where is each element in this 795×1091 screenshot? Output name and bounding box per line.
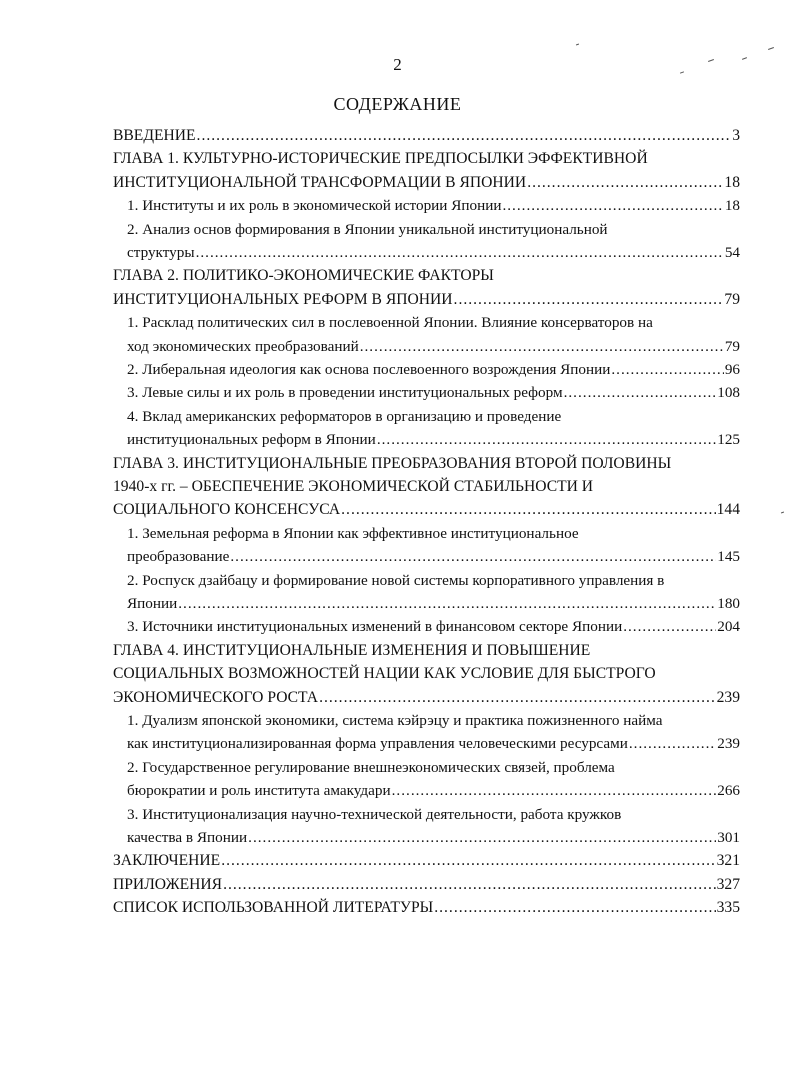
- toc-entry-text: 1. Земельная реформа в Японии как эффективное институциональное: [127, 524, 579, 542]
- dot-leader: [360, 337, 724, 357]
- toc-entry-text: 2. Либеральная идеология как основа послевоенного возрождения Японии: [127, 361, 611, 378]
- dot-leader: [502, 196, 723, 216]
- toc-page-number: 96: [724, 361, 740, 378]
- toc-page-number: 125: [717, 431, 740, 449]
- dot-leader: [377, 430, 716, 450]
- toc-entry-text: 2. Анализ основ формирования в Японии уникальной институциональной: [127, 220, 608, 238]
- toc-page-number: 54: [724, 244, 740, 261]
- toc-entry-text: ПРИЛОЖЕНИЯ: [113, 875, 223, 893]
- toc-entry-text: 2. Государственное регулирование внешнеэкономических связей, проблема: [127, 758, 615, 776]
- toc-page-number: 204: [717, 618, 740, 636]
- toc-page-number: 18: [724, 173, 740, 191]
- toc-page-number: 266: [717, 782, 740, 800]
- dot-leader: [178, 594, 716, 614]
- toc-entry-text: СПИСОК ИСПОЛЬЗОВАННОЙ ЛИТЕРАТУРЫ: [113, 899, 434, 917]
- toc-entry-text: институциональных реформ в Японии: [127, 431, 376, 449]
- toc-entry-text: 1. Институты и их роль в экономической истории Японии: [127, 197, 502, 215]
- dot-leader: [196, 243, 724, 263]
- toc-page-number: 3: [732, 127, 740, 144]
- toc-page-number: 321: [716, 852, 740, 870]
- toc-entry-text: бюрократии и роль института амакудари: [127, 782, 391, 800]
- dot-leader: [319, 688, 716, 708]
- toc-page-number: 144: [716, 501, 740, 519]
- dot-leader: [230, 547, 716, 567]
- dot-leader: [527, 173, 723, 193]
- toc-entry-text: ГЛАВА 1. КУЛЬТУРНО-ИСТОРИЧЕСКИЕ ПРЕДПОСЫЛКИ ЭФФЕКТИВНОЙ: [113, 150, 648, 168]
- toc-page-number: 18: [724, 197, 740, 215]
- toc-title: СОДЕРЖАНИЕ: [333, 94, 462, 114]
- toc-page-number: 335: [716, 899, 740, 917]
- toc-entry-text: ИНСТИТУЦИОНАЛЬНЫХ РЕФОРМ В ЯПОНИИ: [113, 290, 453, 308]
- toc-entry-text: структуры: [127, 244, 195, 261]
- dot-leader: [248, 828, 716, 848]
- dot-leader: [623, 617, 716, 637]
- dot-leader: [223, 875, 716, 895]
- dot-leader: [564, 383, 717, 403]
- toc-entry-text: Японии: [127, 595, 178, 612]
- toc-page-number: 327: [716, 875, 740, 893]
- toc-entry-text: 1. Дуализм японской экономики, система кэйрэцу и практика пожизненного найма: [127, 712, 663, 729]
- toc-entry-text: преобразование: [127, 548, 230, 566]
- toc-entry-text: ВВЕДЕНИЕ: [113, 127, 196, 144]
- toc-entry-text: ЗАКЛЮЧЕНИЕ: [113, 852, 221, 870]
- toc-entry-text: качества в Японии: [127, 829, 248, 846]
- toc-entry-text: ИНСТИТУЦИОНАЛЬНОЙ ТРАНСФОРМАЦИИ В ЯПОНИИ: [113, 173, 527, 191]
- toc-entry-text: ГЛАВА 2. ПОЛИТИКО-ЭКОНОМИЧЕСКИЕ ФАКТОРЫ: [113, 267, 494, 285]
- dot-leader: [341, 500, 715, 520]
- toc-entry-text: СОЦИАЛЬНОГО КОНСЕНСУСА: [113, 501, 341, 519]
- toc-entry-text: 2. Роспуск дзайбацу и формирование новой системы корпоративного управления в: [127, 571, 665, 589]
- toc-entry-text: как институционализированная форма управления человеческими ресурсами: [127, 735, 628, 753]
- toc-entry-text: 1. Расклад политических сил в послевоенной Японии. Влияние консерваторов на: [127, 314, 653, 332]
- dot-leader: [434, 898, 715, 918]
- toc-entry-text: СОЦИАЛЬНЫХ ВОЗМОЖНОСТЕЙ НАЦИИ КАК УСЛОВИЕ ДЛЯ БЫСТРОГО: [113, 665, 656, 683]
- dot-leader: [611, 360, 723, 380]
- toc-entry-text: 3. Левые силы и их роль в проведении институциональных реформ: [127, 384, 563, 402]
- toc-page-number: 180: [717, 595, 740, 612]
- toc-page-number: 79: [724, 290, 740, 308]
- toc-entry-text: ГЛАВА 4. ИНСТИТУЦИОНАЛЬНЫЕ ИЗМЕНЕНИЯ И ПОВЫШЕНИЕ: [113, 641, 591, 659]
- dot-leader: [221, 851, 715, 871]
- toc-entry-text: ход экономических преобразований: [127, 337, 359, 355]
- toc-page-number: 239: [717, 735, 740, 753]
- dot-leader: [197, 126, 732, 146]
- dot-leader: [454, 290, 724, 310]
- toc-page-number: 239: [716, 688, 740, 706]
- toc-entry-text: ЭКОНОМИЧЕСКОГО РОСТА: [113, 688, 319, 706]
- toc-entry-text: 1940-х гг. – ОБЕСПЕЧЕНИЕ ЭКОНОМИЧЕСКОЙ СТАБИЛЬНОСТИ И: [113, 478, 594, 495]
- page-number: 2: [393, 55, 402, 74]
- toc-entry-text: 3. Институционализация научно-технической деятельности, работа кружков: [127, 805, 622, 823]
- toc-page-number: 301: [717, 829, 740, 846]
- toc-page-number: 108: [717, 384, 740, 402]
- dot-leader: [392, 781, 717, 801]
- toc-entry-text: ГЛАВА 3. ИНСТИТУЦИОНАЛЬНЫЕ ПРЕОБРАЗОВАНИЯ ВТОРОЙ ПОЛОВИНЫ: [113, 454, 672, 472]
- dot-leader: [629, 734, 716, 754]
- toc-page-number: 145: [717, 548, 740, 566]
- toc-entry-text: 3. Источники институциональных изменений в финансовом секторе Японии: [127, 618, 623, 636]
- toc-entry-text: 4. Вклад американских реформаторов в организацию и проведение: [127, 407, 562, 425]
- toc-page-number: 79: [724, 337, 740, 355]
